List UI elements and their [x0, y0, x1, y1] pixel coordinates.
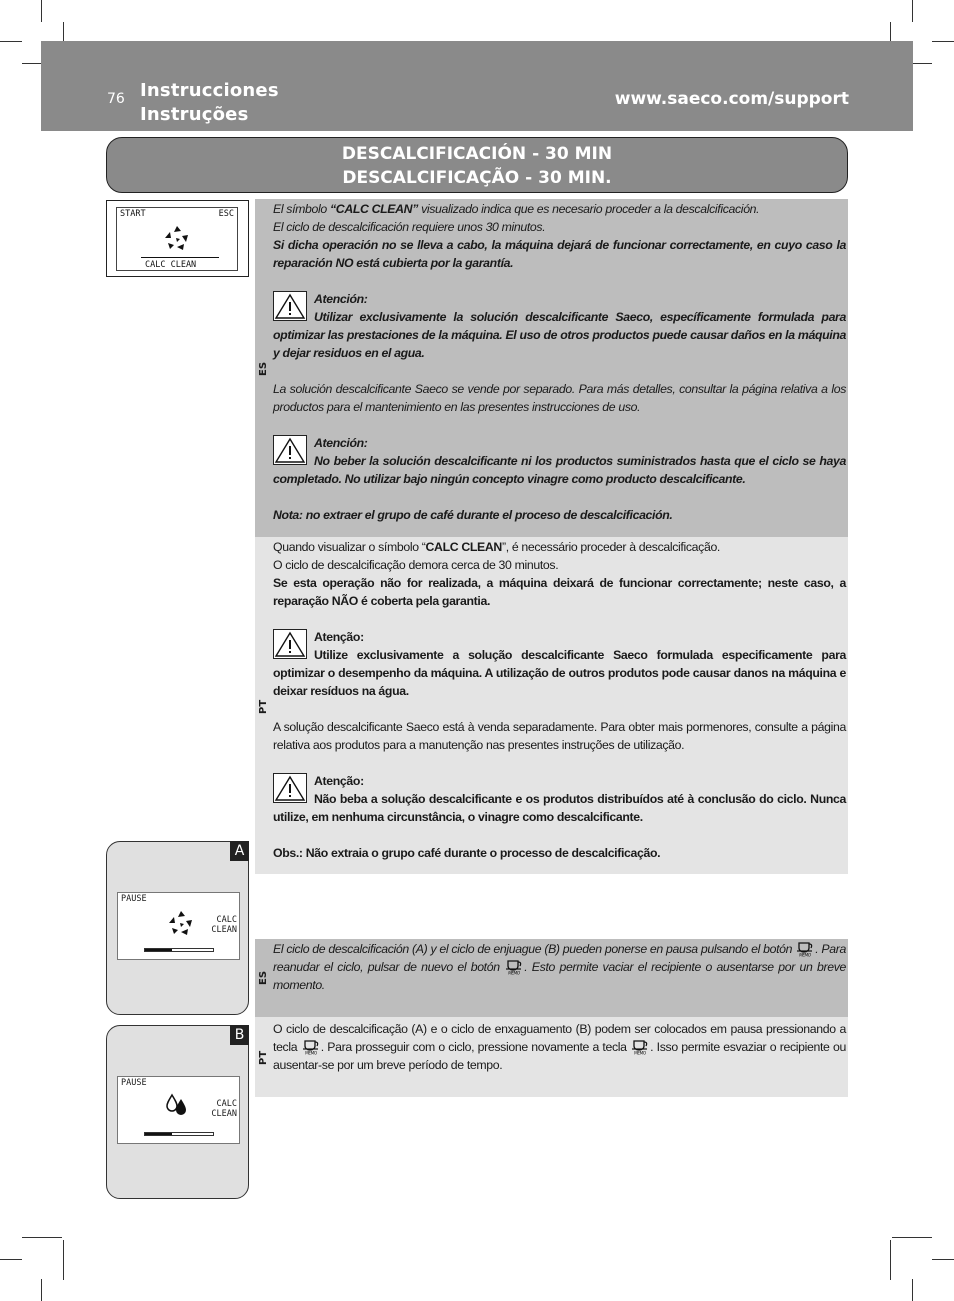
memo-button-icon [795, 941, 815, 957]
badge-b: B [230, 1025, 249, 1045]
crop-mark [63, 1240, 64, 1280]
warning-icon [273, 773, 307, 803]
crop-mark [0, 41, 22, 42]
header-title-pt: Instruções [140, 104, 249, 125]
support-link[interactable]: www.saeco.com/support [614, 89, 849, 109]
memo-button-icon [504, 959, 524, 975]
crop-mark [912, 1279, 913, 1301]
svg-text:MEMO: MEMO [634, 1050, 647, 1055]
lcd-clean-label: CLEAN [211, 1109, 237, 1119]
lcd-start-label: START [120, 209, 146, 219]
crop-mark [22, 1237, 62, 1238]
progress-bar-fill [145, 949, 172, 951]
pt-text-pause: O ciclo de descalcificação (A) e o ciclo de enxaguamento (B) podem ser colocados em pausa pressionando a tecla MEMO . Para prosseguir com o ciclo, pressione novamente a tecla MEMO . Isso permite esvaziar o recipiente ou ausentar-se por um breve período de tempo. [273, 1022, 846, 1072]
crop-mark [41, 0, 42, 22]
lang-label-es: ES [258, 970, 269, 985]
progress-bar [144, 948, 214, 952]
crop-mark [932, 1259, 954, 1260]
lcd-pause-label: PAUSE [121, 894, 147, 904]
es-text-pause: El ciclo de descalcificación (A) y el ciclo de enjuague (B) pueden ponerse en pausa pulsando el botón MEMO . Para reanudar el ciclo, pulsar de nuevo el botón MEMO . Esto permite vaciar el recipiente o ausentarse por un breve momento. [273, 942, 846, 992]
section-title [106, 137, 848, 193]
lcd-calc-label: CALC [216, 1099, 237, 1109]
badge-a: A [230, 841, 249, 861]
crop-mark [890, 1240, 891, 1280]
warning-icon [273, 435, 307, 465]
lcd-pause-label: PAUSE [121, 1078, 147, 1088]
section-title-pt: DESCALCIFICAÇÃO - 30 MIN. [342, 168, 612, 188]
lcd-esc-label: ESC [218, 209, 234, 219]
water-drops-icon [164, 1093, 190, 1117]
svg-text:MEMO: MEMO [799, 952, 812, 957]
svg-text:MEMO: MEMO [508, 970, 521, 975]
lcd-calc-clean-label: CALC CLEAN [145, 260, 197, 270]
lcd-underline [141, 257, 219, 258]
crop-mark [41, 1279, 42, 1301]
pt-text-calc-clean: Quando visualizar o símbolo “CALC CLEAN”, é necessário proceder à descalcificação. O ciclo de descalcificação demora cerca de 30 minutos. Se esta operação não for realizada, a máquina deixará de funcionar correctamente; neste caso, a reparação NÃO é coberta pela garantia. Atenção: Utilize exclusivamente a solução descalcificante Saeco formulada especificamente para optimizar o desempenho da máquina. A utilização de outros produtos pode causar danos na máquina e deixar resíduos na água. A solução descalcificante Saeco está à venda separadamente. Para obter mais pormenores, consulte a página relativa aos produtos para a manutenção nas presentes instruções de utilização. Atenção: Não beba a solução descalcificante e os produtos distribuídos até à conclusão do ciclo. Nunca utilize, em nenhuma circunstância, o vinagre como descalcificante. Obs.: Não extraia o grupo café durante o processo de descalcificação. [273, 540, 846, 860]
memo-button-icon [630, 1039, 650, 1055]
progress-bar-fill [145, 1133, 172, 1135]
lang-label-pt: PT [258, 699, 269, 714]
descaling-arrows-icon [166, 909, 196, 939]
svg-text:MEMO: MEMO [304, 1050, 317, 1055]
lcd-clean-label: CLEAN [211, 925, 237, 935]
device-illustration-b [106, 1025, 249, 1199]
page-number: 76 [107, 91, 125, 107]
header-title [140, 79, 279, 127]
es-text-calc-clean: El símbolo “CALC CLEAN” visualizado indica que es necesario proceder a la descalcificación. El ciclo de descalcificación requiere unos 30 minutos. Si dicha operación no se lleva a cabo, la máquina dejará de funcionar correctamente, en cuyo caso la reparación NO está cubierta por la garantía. Atención: Utilizar exclusivamente la solución descalcificante Saeco, específicamente formulada para optimizar las prestaciones de la máquina. El uso de otros productos puede causar daños en la máquina y dejar residuos en el agua. La solución descalcificante Saeco se vende por separado. Para más detalles, consultar la página relativa a los productos para el mantenimiento en las presentes instrucciones de uso. Atención: No beber la solución descalcificante ni los productos suministrados hasta que el ciclo se haya completado. No utilizar bajo ningún concepto vinagre como producto descalcificante. Nota: no extraer el grupo de café durante el proceso de descalcificación. [273, 202, 846, 522]
header-title-es: Instrucciones [140, 80, 279, 101]
crop-mark [912, 0, 913, 22]
display-illustration [106, 200, 249, 277]
progress-bar [144, 1132, 214, 1136]
crop-mark [892, 1237, 932, 1238]
crop-mark [932, 41, 954, 42]
lcd-screen-a [117, 892, 240, 960]
warning-icon [273, 629, 307, 659]
lcd-screen [116, 207, 238, 271]
memo-button-icon [301, 1039, 321, 1055]
lang-label-es: ES [258, 361, 269, 376]
device-illustration-a [106, 841, 249, 1015]
descaling-arrows-icon [162, 224, 192, 254]
lcd-calc-label: CALC [216, 915, 237, 925]
section-title-es: DESCALCIFICACIÓN - 30 MIN [341, 144, 613, 164]
warning-icon [273, 291, 307, 321]
lang-label-pt: PT [258, 1050, 269, 1065]
page-header [41, 41, 913, 131]
lcd-screen-b [117, 1076, 240, 1144]
crop-mark [0, 1259, 22, 1260]
